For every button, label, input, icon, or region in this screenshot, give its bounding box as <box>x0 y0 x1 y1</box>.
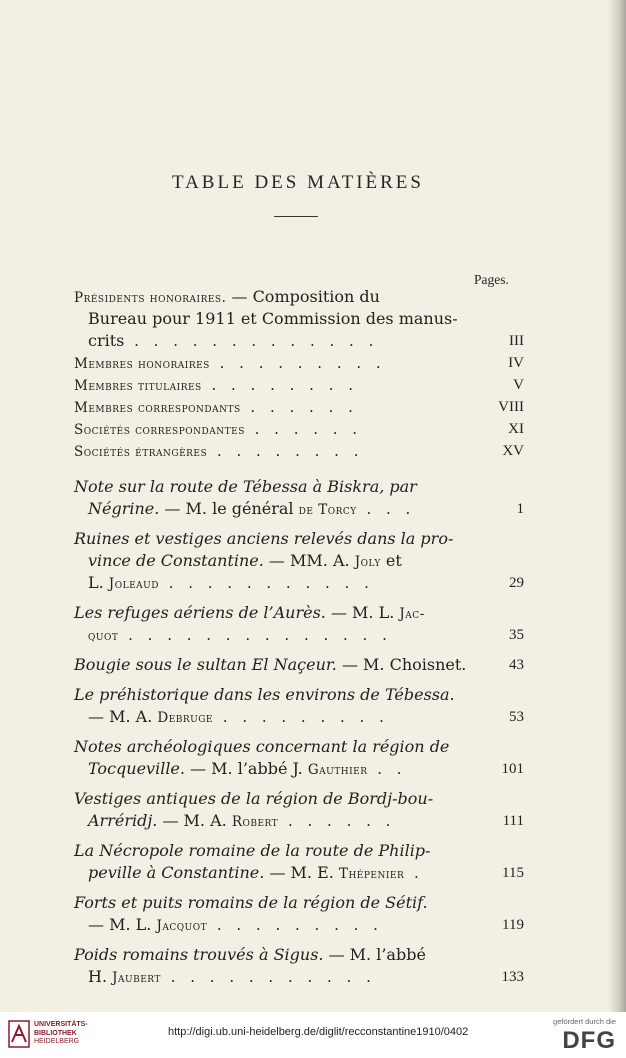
entry-gap <box>74 936 524 944</box>
toc-page-number: 133 <box>501 969 524 985</box>
toc-page-number: VIII <box>498 399 524 415</box>
leader-dots: . . . . . . <box>244 420 363 438</box>
toc-text: Thépenier <box>338 866 405 882</box>
funded-by-label: gefördert durch die <box>553 1017 616 1026</box>
leader-dots: . . . . . . . . . . . . . <box>124 332 379 350</box>
entry-gap <box>74 832 524 840</box>
toc-text: Bureau pour 1911 et Commission des manus- <box>88 309 458 328</box>
section-separator <box>74 462 524 476</box>
toc-text: Joly <box>354 554 381 570</box>
entry-gap <box>74 780 524 788</box>
toc-text: Forts et puits romains de la région de Sétif. <box>74 893 428 912</box>
toc-text: — M. Choisnet. <box>336 655 467 674</box>
toc-entry-line <box>74 476 432 498</box>
toc-text: Présidents honoraires. <box>74 290 227 306</box>
toc-entry-line <box>74 810 432 832</box>
toc-entry-line <box>74 624 432 646</box>
toc-entry-line <box>74 418 432 440</box>
toc-text: — M. A. <box>88 707 158 726</box>
toc-text: Gauthier <box>307 762 368 778</box>
toc-page-number: 29 <box>509 575 524 591</box>
toc-text: Jaubert <box>112 970 161 986</box>
toc-entry-line <box>74 944 432 966</box>
toc-text: Membres correspondants <box>74 400 241 416</box>
toc-text: — MM. A. <box>263 551 355 570</box>
dfg-logo: DFG <box>562 1027 616 1054</box>
toc-text: Sigus. <box>273 945 324 964</box>
toc-entry-line <box>74 736 450 758</box>
toc-text: — M. l’abbé <box>323 945 426 964</box>
toc-text: quot <box>88 628 119 644</box>
toc-entry-line <box>74 706 432 728</box>
leader-dots: . . . . . . . . . . . <box>160 968 376 986</box>
toc-entry-line <box>74 528 454 550</box>
toc-text: Arréridj. <box>88 811 158 830</box>
entry-gap <box>74 676 524 684</box>
toc-text: — Composition du <box>226 287 380 306</box>
toc-text: Robert <box>231 814 279 830</box>
toc-page-number: XI <box>508 421 524 437</box>
toc-text: — M. l’abbé J. <box>184 759 308 778</box>
toc-entry[interactable] <box>74 602 524 646</box>
toc-entry[interactable] <box>74 528 524 594</box>
toc-text: vince de Constantine. <box>88 551 264 570</box>
logo-line: BIBLIOTHEK <box>34 1029 77 1037</box>
toc-page-number: 53 <box>509 709 524 725</box>
toc-text: peville à Constantine. <box>88 863 265 882</box>
leader-dots: . . . . . . <box>240 398 358 416</box>
toc-entry[interactable] <box>74 840 524 884</box>
toc-text: et <box>380 551 402 570</box>
toc-text: Note sur la route de Tébessa à Biskra, par <box>74 477 417 496</box>
toc-entry[interactable] <box>74 374 524 396</box>
toc-entry[interactable] <box>74 286 524 352</box>
leader-dots: . . . . . . . . <box>201 376 359 394</box>
leader-dots: . . . <box>356 500 416 518</box>
title-rule <box>274 216 318 217</box>
pages-column-header: Pages. <box>474 272 509 287</box>
toc-page-number: 111 <box>502 813 524 829</box>
leader-dots: . <box>404 864 424 882</box>
toc-entry-line <box>74 440 432 462</box>
toc-page-number: V <box>513 377 524 393</box>
toc-entry[interactable] <box>74 396 524 418</box>
entry-gap <box>74 646 524 654</box>
toc-text: Le préhistorique dans les environs de Tébessa. <box>74 685 455 704</box>
toc-text: — M. le général <box>159 499 299 518</box>
entry-gap <box>74 520 524 528</box>
leader-dots: . . . . . . . . . <box>209 354 386 372</box>
toc-entry-line <box>74 286 432 308</box>
permalink-url[interactable]: http://digi.ub.uni-heidelberg.de/diglit/recconstantine1910/0402 <box>168 1026 469 1038</box>
leader-dots: . . . . . . . . . . . . . . <box>118 626 392 644</box>
table-of-contents <box>74 286 524 988</box>
toc-entry[interactable] <box>74 944 524 988</box>
toc-text: L. <box>88 573 109 592</box>
entry-gap <box>74 728 524 736</box>
toc-entry-line <box>74 654 467 676</box>
toc-page-number: 1 <box>516 501 524 517</box>
toc-entry-line <box>74 840 432 862</box>
page-title: TABLE DES MATIÈRES <box>172 172 424 193</box>
toc-text: H. <box>88 967 113 986</box>
toc-text: Vestiges antiques de la région de Bordj-bou- <box>74 789 434 808</box>
university-library-name <box>34 1021 88 1047</box>
toc-entry-line <box>74 914 432 936</box>
leader-dots: . . . . . . <box>278 812 396 830</box>
toc-text: Sociétés étrangères <box>74 444 208 460</box>
toc-entry-line <box>74 684 455 706</box>
leader-dots: . . . . . . . . . . . <box>158 574 374 592</box>
toc-page-number: IV <box>508 355 524 371</box>
toc-text: Debruge <box>157 710 214 726</box>
toc-text: Sociétés correspondantes <box>74 422 245 438</box>
toc-entry-line <box>74 352 432 374</box>
toc-text: — M. L. <box>325 603 400 622</box>
toc-text: La Nécropole romaine de la route de Philip- <box>74 841 431 860</box>
toc-entry[interactable] <box>74 654 524 676</box>
toc-text: Jacquot <box>156 918 208 934</box>
toc-entry-line <box>74 308 458 330</box>
toc-entry-line <box>74 602 432 624</box>
university-library-logo-icon <box>8 1020 30 1048</box>
toc-entry[interactable] <box>74 476 524 520</box>
toc-text: — M. E. <box>264 863 339 882</box>
toc-text: Ruines et vestiges anciens relevés dans la pro- <box>74 529 454 548</box>
toc-text: Membres titulaires <box>74 378 202 394</box>
toc-entry[interactable] <box>74 788 524 832</box>
toc-entry[interactable] <box>74 736 524 780</box>
logo-line: UNIVERSITÄTS- <box>34 1021 88 1028</box>
toc-page-number: 115 <box>502 865 524 881</box>
toc-text: Jac- <box>399 606 425 622</box>
toc-text: Les refuges aériens de l’Aurès. <box>74 603 326 622</box>
toc-entry-line <box>74 862 432 884</box>
entry-gap <box>74 884 524 892</box>
logo-line: HEIDELBERG <box>34 1038 80 1045</box>
leader-dots: . . <box>367 760 407 778</box>
toc-page-number: 101 <box>501 761 524 777</box>
toc-page-number: 43 <box>509 657 524 673</box>
toc-entry[interactable] <box>74 418 524 440</box>
entry-gap <box>74 594 524 602</box>
toc-entry-line <box>74 892 432 914</box>
toc-text: crits <box>88 331 125 350</box>
toc-text: Tocqueville. <box>88 759 185 778</box>
toc-page-number: III <box>509 333 524 349</box>
leader-dots: . . . . . . . . . <box>213 708 389 726</box>
toc-page-number: XV <box>502 443 524 459</box>
toc-page-number: 35 <box>509 627 524 643</box>
toc-entry-line <box>74 966 432 988</box>
leader-dots: . . . . . . . . . <box>207 916 383 934</box>
viewer-footer <box>0 1012 626 1058</box>
toc-page-number: 119 <box>502 917 524 933</box>
toc-text: — M. A. <box>157 811 232 830</box>
toc-text: Membres honoraires <box>74 356 210 372</box>
toc-text: Négrine. <box>88 499 160 518</box>
toc-text: Notes archéologiques concernant la région de <box>74 737 450 756</box>
toc-entry[interactable] <box>74 892 524 936</box>
toc-text: de Torcy <box>298 502 357 518</box>
toc-entry[interactable] <box>74 440 524 462</box>
toc-entry-line <box>74 498 432 520</box>
toc-entry[interactable] <box>74 352 524 374</box>
toc-entry-line <box>74 788 432 810</box>
toc-entry-line <box>74 572 432 594</box>
page-edge-shadow <box>608 0 626 1012</box>
leader-dots: . . . . . . . . <box>207 442 364 460</box>
toc-entry-line <box>74 374 432 396</box>
toc-entry[interactable] <box>74 684 524 728</box>
toc-text: Bougie sous le sultan El Naçeur. <box>74 655 337 674</box>
toc-entry-line <box>74 396 432 418</box>
toc-entry-line <box>74 758 432 780</box>
toc-entry-line <box>74 330 432 352</box>
toc-entry-line <box>74 550 432 572</box>
toc-text: Poids romains trouvés à <box>74 945 274 964</box>
toc-text: Joleaud <box>108 576 159 592</box>
toc-text: — M. L. <box>88 915 157 934</box>
